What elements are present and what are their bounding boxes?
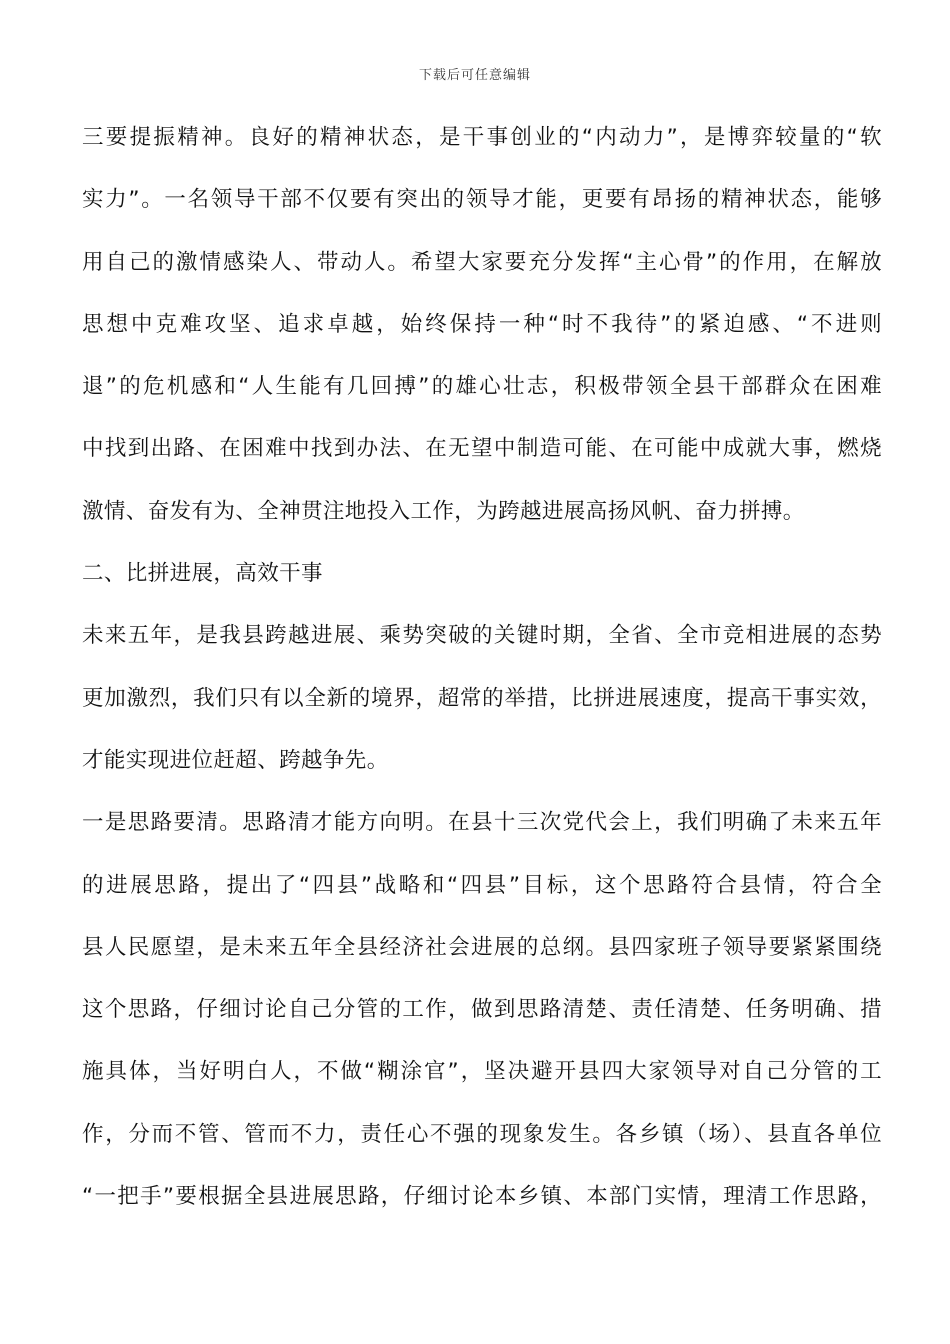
text-line: 用自己的激情感染人、带动人。希望大家要充分发挥“主心骨”的作用，在解放 [82, 249, 882, 275]
text-line: 二、比拼进展，高效干事 [82, 561, 323, 587]
text-line: 县人民愿望，是未来五年全县经济社会进展的总纲。县四家班子领导要紧紧围绕 [82, 934, 882, 960]
page-header: 下载后可任意编辑 [418, 68, 531, 83]
text-line: 退”的危机感和“人生能有几回搏”的雄心壮志，积极带领全县干部群众在困难 [82, 374, 882, 400]
text-line: 实力”。一名领导干部不仅要有突出的领导才能，更要有昂扬的精神状态，能够 [82, 187, 882, 213]
text-line: 施具体，当好明白人，不做“糊涂官”，坚决避开县四大家领导对自己分管的工 [82, 1059, 882, 1085]
text-line: 激情、奋发有为、全神贯注地投入工作，为跨越进展高扬风帆、奋力拼搏。 [82, 498, 805, 524]
text-line: 这个思路，仔细讨论自己分管的工作，做到思路清楚、责任清楚、任务明确、措 [82, 997, 882, 1023]
text-line: 的进展思路，提出了“四县”战略和“四县”目标，这个思路符合县情，符合全 [82, 872, 882, 898]
text-line: 更加激烈，我们只有以全新的境界，超常的举措，比拼进展速度，提高干事实效， [82, 685, 882, 711]
text-line: 才能实现进位赶超、跨越争先。 [82, 747, 389, 773]
text-line: 中找到出路、在困难中找到办法、在无望中制造可能、在可能中成就大事，燃烧 [82, 436, 882, 462]
text-line: “一把手”要根据全县进展思路，仔细讨论本乡镇、本部门实情，理清工作思路， [82, 1184, 882, 1210]
text-line: 三要提振精神。良好的精神状态，是干事创业的“内动力”，是博弈较量的“软 [82, 125, 882, 150]
text-line: 作，分而不管、管而不力，责任心不强的现象发生。各乡镇（场）、县直各单位 [82, 1121, 882, 1147]
text-line: 思想中克难攻坚、追求卓越，始终保持一种“时不我待”的紧迫感、“不进则 [82, 311, 882, 337]
document-body [82, 118, 882, 1239]
text-line: 未来五年，是我县跨越进展、乘势突破的关键时期，全省、全市竞相进展的态势 [82, 623, 882, 649]
text-line: 一是思路要清。思路清才能方向明。在县十三次党代会上，我们明确了未来五年 [82, 810, 882, 836]
